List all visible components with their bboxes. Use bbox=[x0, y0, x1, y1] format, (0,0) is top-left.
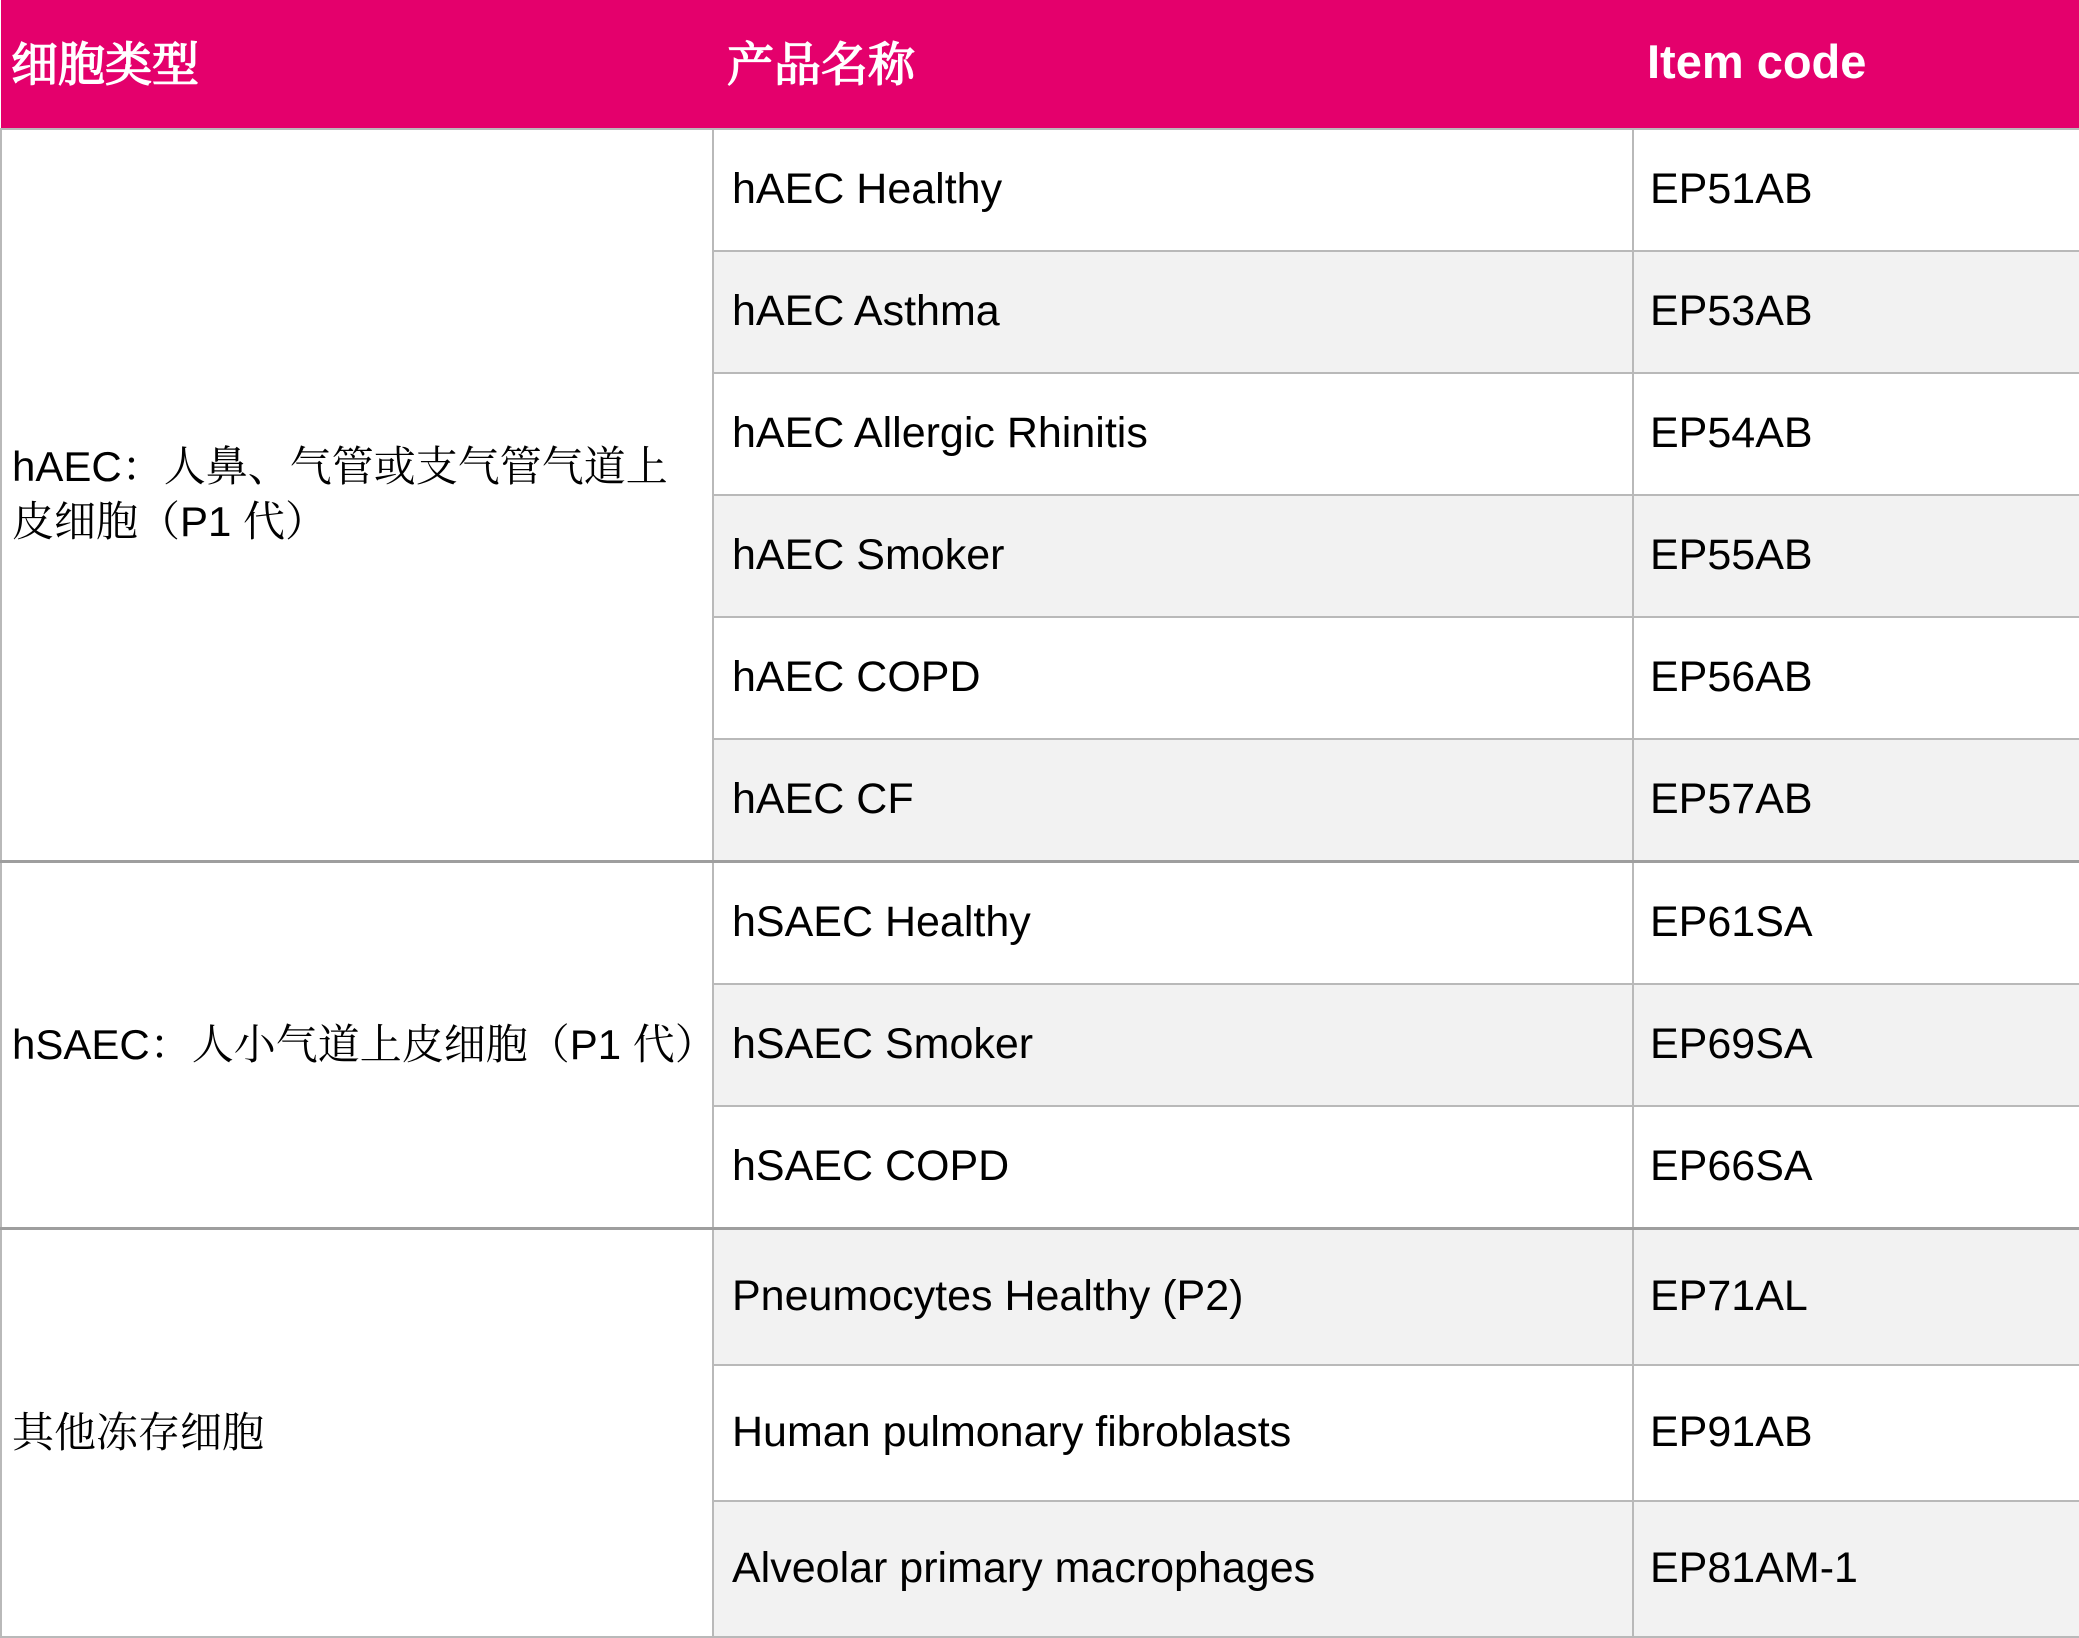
column-header-item-code: Item code bbox=[1633, 0, 2079, 129]
table-row bbox=[1, 1229, 2079, 1366]
item-code: EP71AL bbox=[1633, 1229, 2079, 1366]
product-name: Alveolar primary macrophages bbox=[713, 1501, 1633, 1637]
item-code: EP53AB bbox=[1633, 251, 2079, 373]
item-code: EP69SA bbox=[1633, 984, 2079, 1106]
item-code: EP91AB bbox=[1633, 1365, 2079, 1501]
product-name: hAEC Smoker bbox=[713, 495, 1633, 617]
item-code: EP66SA bbox=[1633, 1106, 2079, 1229]
product-name: hAEC CF bbox=[713, 739, 1633, 862]
column-header-product-name: 产品名称 bbox=[713, 0, 1633, 129]
table-row bbox=[1, 129, 2079, 251]
product-name: Human pulmonary fibroblasts bbox=[713, 1365, 1633, 1501]
table-body bbox=[1, 129, 2079, 1637]
cell-type-group-haec: hAEC：人鼻、气管或支气管气道上皮细胞（P1 代） bbox=[1, 129, 713, 862]
table-header-row bbox=[1, 0, 2079, 129]
item-code: EP81AM-1 bbox=[1633, 1501, 2079, 1637]
column-header-cell-type: 细胞类型 bbox=[1, 0, 713, 129]
table-header bbox=[1, 0, 2079, 129]
product-name: hSAEC COPD bbox=[713, 1106, 1633, 1229]
cell-type-group-hsaec: hSAEC：人小气道上皮细胞（P1 代） bbox=[1, 862, 713, 1229]
product-name: hAEC COPD bbox=[713, 617, 1633, 739]
table-row bbox=[1, 862, 2079, 985]
cell-type-group-other: 其他冻存细胞 bbox=[1, 1229, 713, 1638]
product-name: hAEC Healthy bbox=[713, 129, 1633, 251]
item-code: EP57AB bbox=[1633, 739, 2079, 862]
item-code: EP55AB bbox=[1633, 495, 2079, 617]
product-name: hSAEC Healthy bbox=[713, 862, 1633, 985]
item-code: EP51AB bbox=[1633, 129, 2079, 251]
product-name: hSAEC Smoker bbox=[713, 984, 1633, 1106]
item-code: EP54AB bbox=[1633, 373, 2079, 495]
item-code: EP61SA bbox=[1633, 862, 2079, 985]
item-code: EP56AB bbox=[1633, 617, 2079, 739]
product-name: hAEC Asthma bbox=[713, 251, 1633, 373]
product-name: hAEC Allergic Rhinitis bbox=[713, 373, 1633, 495]
product-name: Pneumocytes Healthy (P2) bbox=[713, 1229, 1633, 1366]
